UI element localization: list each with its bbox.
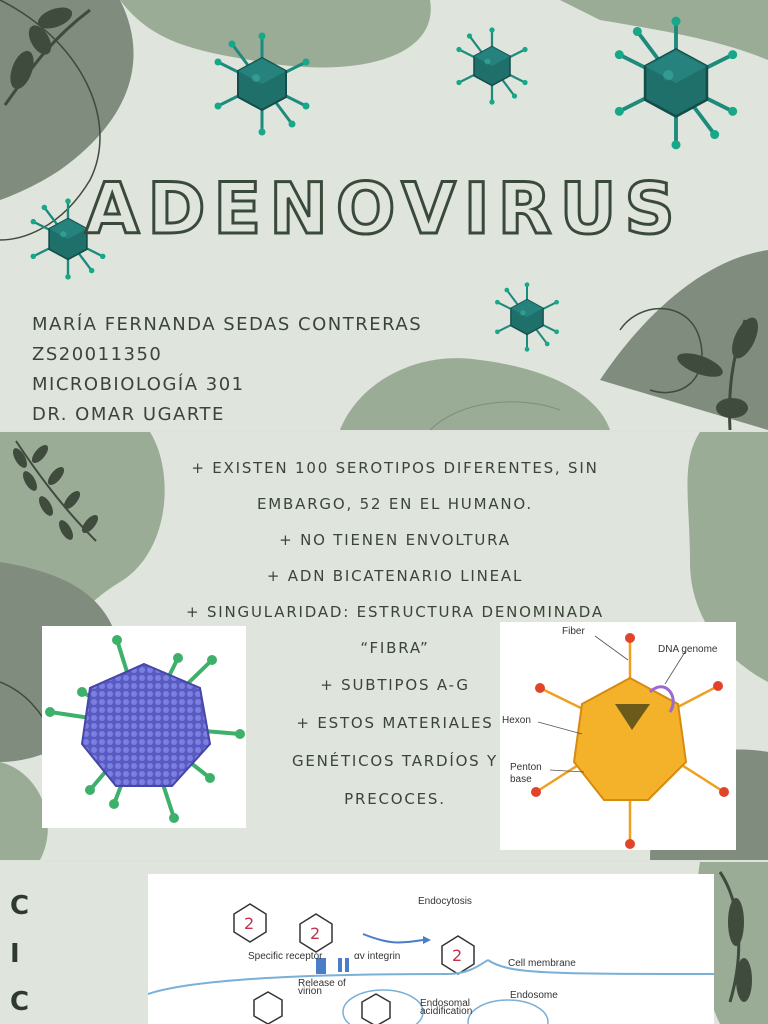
- list-item: + ADN BICATENARIO LINEAL: [266, 567, 524, 585]
- label-penton-base: base: [510, 774, 532, 785]
- list-item: + ESTOS MATERIALES: [296, 714, 494, 732]
- label-dna-genome: DNA genome: [658, 644, 718, 655]
- label-acidification: acidification: [420, 1006, 473, 1017]
- adenovirus-icon: [214, 32, 310, 136]
- label-specific-receptor: Specific receptor: [248, 951, 323, 962]
- svg-text:2: 2: [452, 946, 463, 965]
- leaf-branch-icon: [6, 436, 106, 546]
- structure-diagram: [500, 622, 736, 850]
- page-title: ADENOVIRUS: [85, 168, 683, 250]
- list-item: + SINGULARIDAD: ESTRUCTURA DENOMINADA: [186, 603, 604, 621]
- leaf-plant-bottom-right: [650, 310, 768, 430]
- label-penton: Penton: [510, 762, 542, 773]
- cycle-letter: I: [10, 939, 20, 969]
- svg-text:2: 2: [244, 914, 255, 933]
- label-fiber: Fiber: [562, 626, 585, 637]
- cycle-letter: C: [10, 891, 30, 921]
- cover-slide: [0, 0, 768, 430]
- list-item: + SUBTIPOS A-G: [320, 676, 470, 694]
- label-cell-membrane: Cell membrane: [508, 958, 576, 969]
- adenovirus-icon: [456, 24, 528, 108]
- student-id: ZS20011350: [32, 344, 163, 365]
- virion-illustration: [42, 626, 246, 828]
- label-endosome: Endosome: [510, 990, 558, 1001]
- cycle-letter: C: [10, 987, 30, 1017]
- teacher-name: DR. OMAR UGARTE: [32, 404, 225, 425]
- leaf-sprig-top-left: [0, 0, 110, 110]
- course-name: MICROBIOLOGÍA 301: [32, 374, 245, 395]
- list-item: PRECOCES.: [344, 790, 446, 808]
- author-name: MARÍA FERNANDA SEDAS CONTRERAS: [32, 314, 423, 335]
- author-info: [32, 310, 422, 430]
- features-slide: [0, 432, 768, 860]
- adenovirus-icon: [614, 16, 738, 150]
- list-item: “FIBRA”: [360, 639, 430, 657]
- cycle-slide: [0, 862, 768, 1024]
- cycle-vertical-title: [10, 882, 29, 1024]
- list-item: EMBARGO, 52 EN EL HUMANO.: [257, 495, 533, 513]
- label-integrin: αv integrin: [354, 951, 401, 962]
- list-item: + NO TIENEN ENVOLTURA: [279, 531, 511, 549]
- list-item: GENÉTICOS TARDÍOS Y: [291, 752, 499, 770]
- label-virion: virion: [298, 986, 322, 997]
- label-endocytosis: Endocytosis: [418, 896, 472, 907]
- label-endosomal: Endosomal: [420, 998, 471, 1009]
- svg-text:2: 2: [310, 924, 321, 943]
- list-item: + EXISTEN 100 SEROTIPOS DIFERENTES, SIN: [191, 459, 599, 477]
- label-release: Release of: [298, 978, 346, 989]
- adenovirus-icon: [490, 282, 564, 352]
- label-hexon: Hexon: [502, 715, 531, 726]
- replication-cycle-diagram: [148, 874, 714, 1024]
